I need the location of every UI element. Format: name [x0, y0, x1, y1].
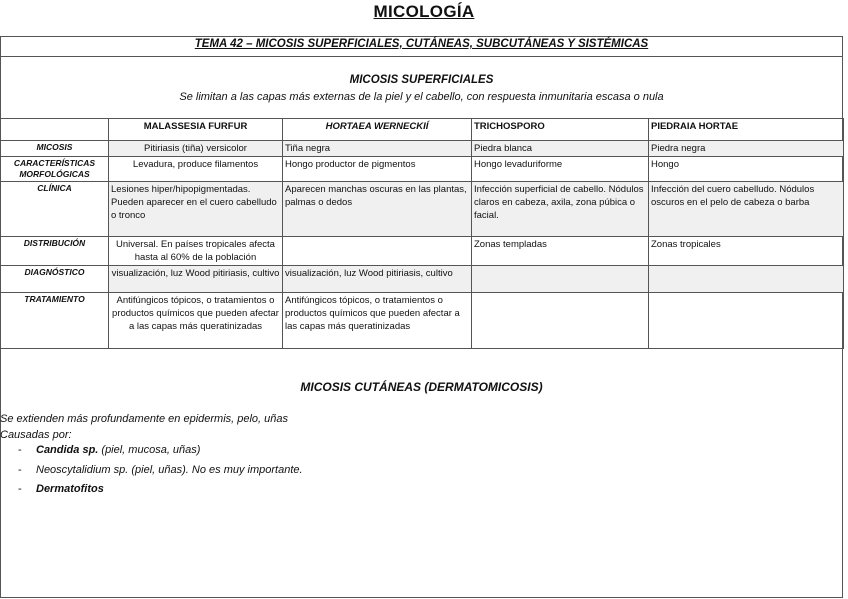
- section-subtitle-superficiales: Se limitan a las capas más externas de la piel y el cabello, con respuesta inmunitaria escasa o nula: [179, 91, 664, 103]
- list-item-bold: Candida sp.: [36, 444, 99, 456]
- cutaneas-description: Se extienden más profundamente en epidermis, pelo, uñas: [0, 413, 289, 425]
- list-item: [18, 483, 303, 503]
- table-cell: [472, 266, 649, 293]
- page-title: MICOLOGÍA: [373, 2, 475, 21]
- row-label: TRATAMIENTO: [1, 293, 109, 349]
- causes-list: [18, 444, 303, 503]
- list-item-text: (piel, mucosa, uñas): [98, 444, 201, 456]
- table-cell: Lesiones hiper/hipopigmentadas. Pueden aparecer en el cuero cabelludo o tronco: [109, 182, 283, 237]
- table-cell: Aparecen manchas oscuras en las plantas, palmas o dedos: [283, 182, 472, 237]
- column-header: HORTAEA WERNECKIÍ: [283, 119, 472, 141]
- row-label: DISTRIBUCIÓN: [1, 237, 109, 266]
- table-cell: [472, 293, 649, 349]
- table-cell: Hongo levaduriforme: [472, 157, 649, 182]
- column-header: TRICHOSPORO: [472, 119, 649, 141]
- table-header-row: [1, 119, 844, 141]
- table-cell: visualización, luz Wood pitiriasis, cultivo: [283, 266, 472, 293]
- table-cell: [283, 237, 472, 266]
- table-cell: Infección superficial de cabello. Nódulos claros en cabeza, axila, zona púbica o facial.: [472, 182, 649, 237]
- table-cell: [649, 293, 844, 349]
- table-cell: Piedra negra: [649, 141, 844, 157]
- list-item: [18, 464, 303, 484]
- bullet-dash: -: [18, 444, 22, 456]
- table-cell: Infección del cuero cabelludo. Nódulos oscuros en el pelo de cabeza o barba: [649, 182, 844, 237]
- section-title-superficiales: MICOSIS SUPERFICIALES: [349, 74, 494, 86]
- table-row: [1, 141, 844, 157]
- micosis-superficiales-table: [0, 118, 844, 349]
- row-label: CLÍNICA: [1, 182, 109, 237]
- list-item: [18, 444, 303, 464]
- table-cell: Piedra blanca: [472, 141, 649, 157]
- table-row: [1, 293, 844, 349]
- column-header: MALASSESIA FURFUR: [109, 119, 283, 141]
- row-label: CARACTERÍSTICAS MORFOLÓGICAS: [1, 157, 109, 182]
- tema-heading: TEMA 42 – MICOSIS SUPERFICIALES, CUTÁNEAS, SUBCUTÁNEAS Y SISTÉMICAS: [194, 38, 649, 50]
- table-row: [1, 237, 844, 266]
- table-cell: Zonas templadas: [472, 237, 649, 266]
- header-empty-cell: [1, 119, 109, 141]
- table-cell: Antifúngicos tópicos, o tratamientos o productos químicos que pueden afectar a las capas más queratinizadas: [109, 293, 283, 349]
- bullet-dash: -: [18, 483, 22, 495]
- table-cell: Antifúngicos tópicos, o tratamientos o productos químicos que pueden afectar a las capas más queratinizadas: [283, 293, 472, 349]
- table-row: [1, 182, 844, 237]
- table-cell: Hongo: [649, 157, 844, 182]
- table-cell: Pitiriasis (tiña) versicolor: [109, 141, 283, 157]
- table-row: [1, 266, 844, 293]
- divider: [0, 56, 843, 57]
- list-item-text: Neoscytalidium sp. (piel, uñas). No es muy importante.: [36, 463, 303, 476]
- row-label: DIAGNÓSTICO: [1, 266, 109, 293]
- section-title-cutaneas: MICOSIS CUTÁNEAS (DERMATOMICOSIS): [300, 380, 543, 394]
- list-item-bold: Dermatofitos: [36, 483, 104, 495]
- table-cell: Universal. En países tropicales afecta hasta al 60% de la población: [109, 237, 283, 266]
- table-cell: Levadura, produce filamentos: [109, 157, 283, 182]
- table-row: [1, 157, 844, 182]
- table-cell: Hongo productor de pigmentos: [283, 157, 472, 182]
- bullet-dash: -: [18, 463, 22, 476]
- cutaneas-causes-label: Causadas por:: [0, 429, 72, 441]
- table-cell: Tiña negra: [283, 141, 472, 157]
- column-header: PIEDRAIA HORTAE: [649, 119, 844, 141]
- table-cell: Zonas tropicales: [649, 237, 844, 266]
- table-cell: visualización, luz Wood pitiriasis, cultivo: [109, 266, 283, 293]
- table-cell: [649, 266, 844, 293]
- row-label: MICOSIS: [1, 141, 109, 157]
